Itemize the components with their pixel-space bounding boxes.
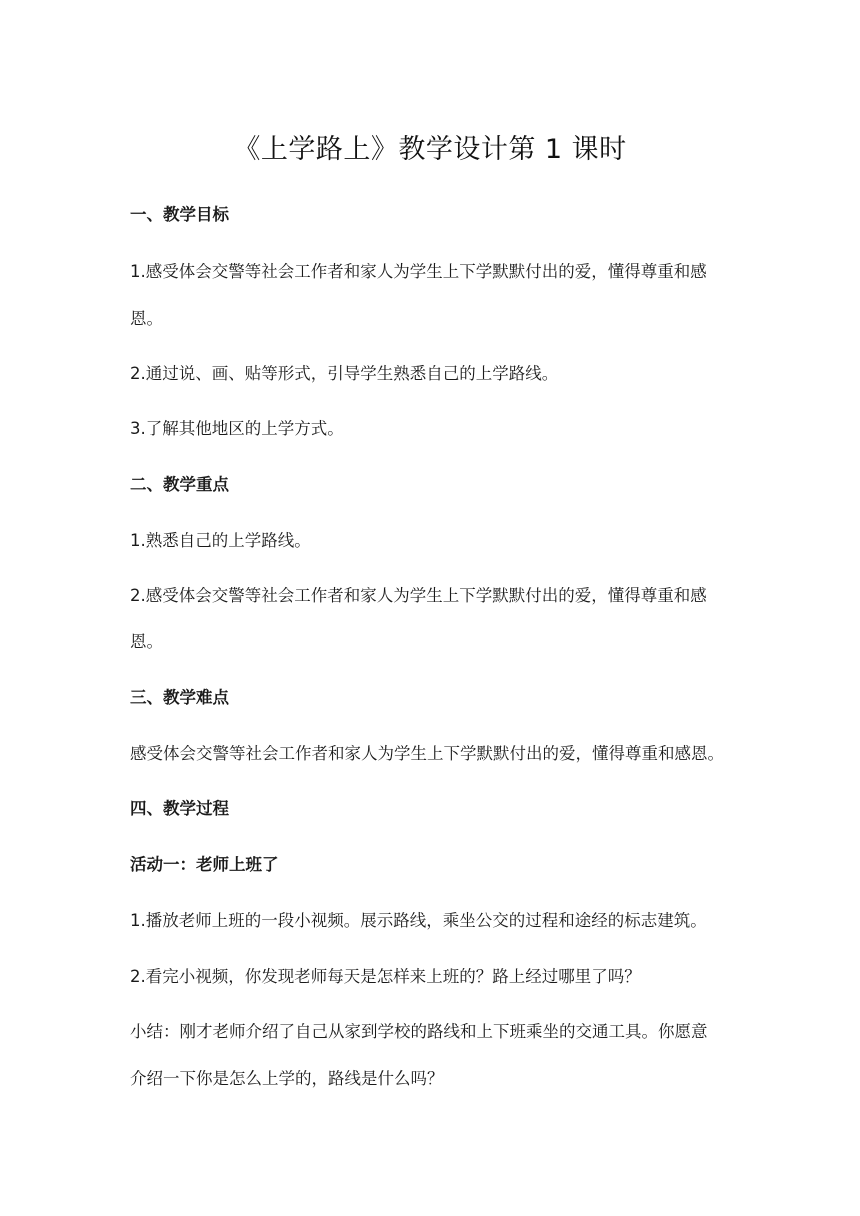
key-point-item-1: 1.熟悉自己的上学路线。 — [130, 531, 311, 550]
goal-item-1-line-2: 恩。 — [130, 309, 163, 328]
document-title: 《上学路上》教学设计第 1 课时 — [233, 134, 627, 165]
section-heading-key-points: 二、教学重点 — [130, 475, 229, 494]
section-heading-goals: 一、教学目标 — [130, 205, 229, 224]
goal-item-2: 2.通过说、画、贴等形式，引导学生熟悉自己的上学路线。 — [130, 364, 559, 383]
goal-item-1-line-1: 1.感受体会交警等社会工作者和家人为学生上下学默默付出的爱，懂得尊重和感 — [130, 262, 707, 281]
difficulty-text: 感受体会交警等社会工作者和家人为学生上下学默默付出的爱，懂得尊重和感恩。 — [130, 744, 724, 763]
key-point-item-2-line-1: 2.感受体会交警等社会工作者和家人为学生上下学默默付出的爱，懂得尊重和感 — [130, 586, 707, 605]
section-heading-process: 四、教学过程 — [130, 799, 229, 818]
key-point-item-2-line-2: 恩。 — [130, 632, 163, 651]
section-heading-difficulties: 三、教学难点 — [130, 688, 229, 707]
process-item-1: 1.播放老师上班的一段小视频。展示路线，乘坐公交的过程和途经的标志建筑。 — [130, 911, 707, 930]
goal-item-3: 3.了解其他地区的上学方式。 — [130, 419, 344, 438]
process-item-2: 2.看完小视频，你发现老师每天是怎样来上班的？路上经过哪里了吗？ — [130, 967, 641, 986]
activity-1-heading: 活动一：老师上班了 — [130, 855, 279, 874]
summary-line-2: 介绍一下你是怎么上学的，路线是什么吗？ — [130, 1069, 444, 1088]
summary-line-1: 小结：刚才老师介绍了自己从家到学校的路线和上下班乘坐的交通工具。你愿意 — [130, 1022, 708, 1041]
